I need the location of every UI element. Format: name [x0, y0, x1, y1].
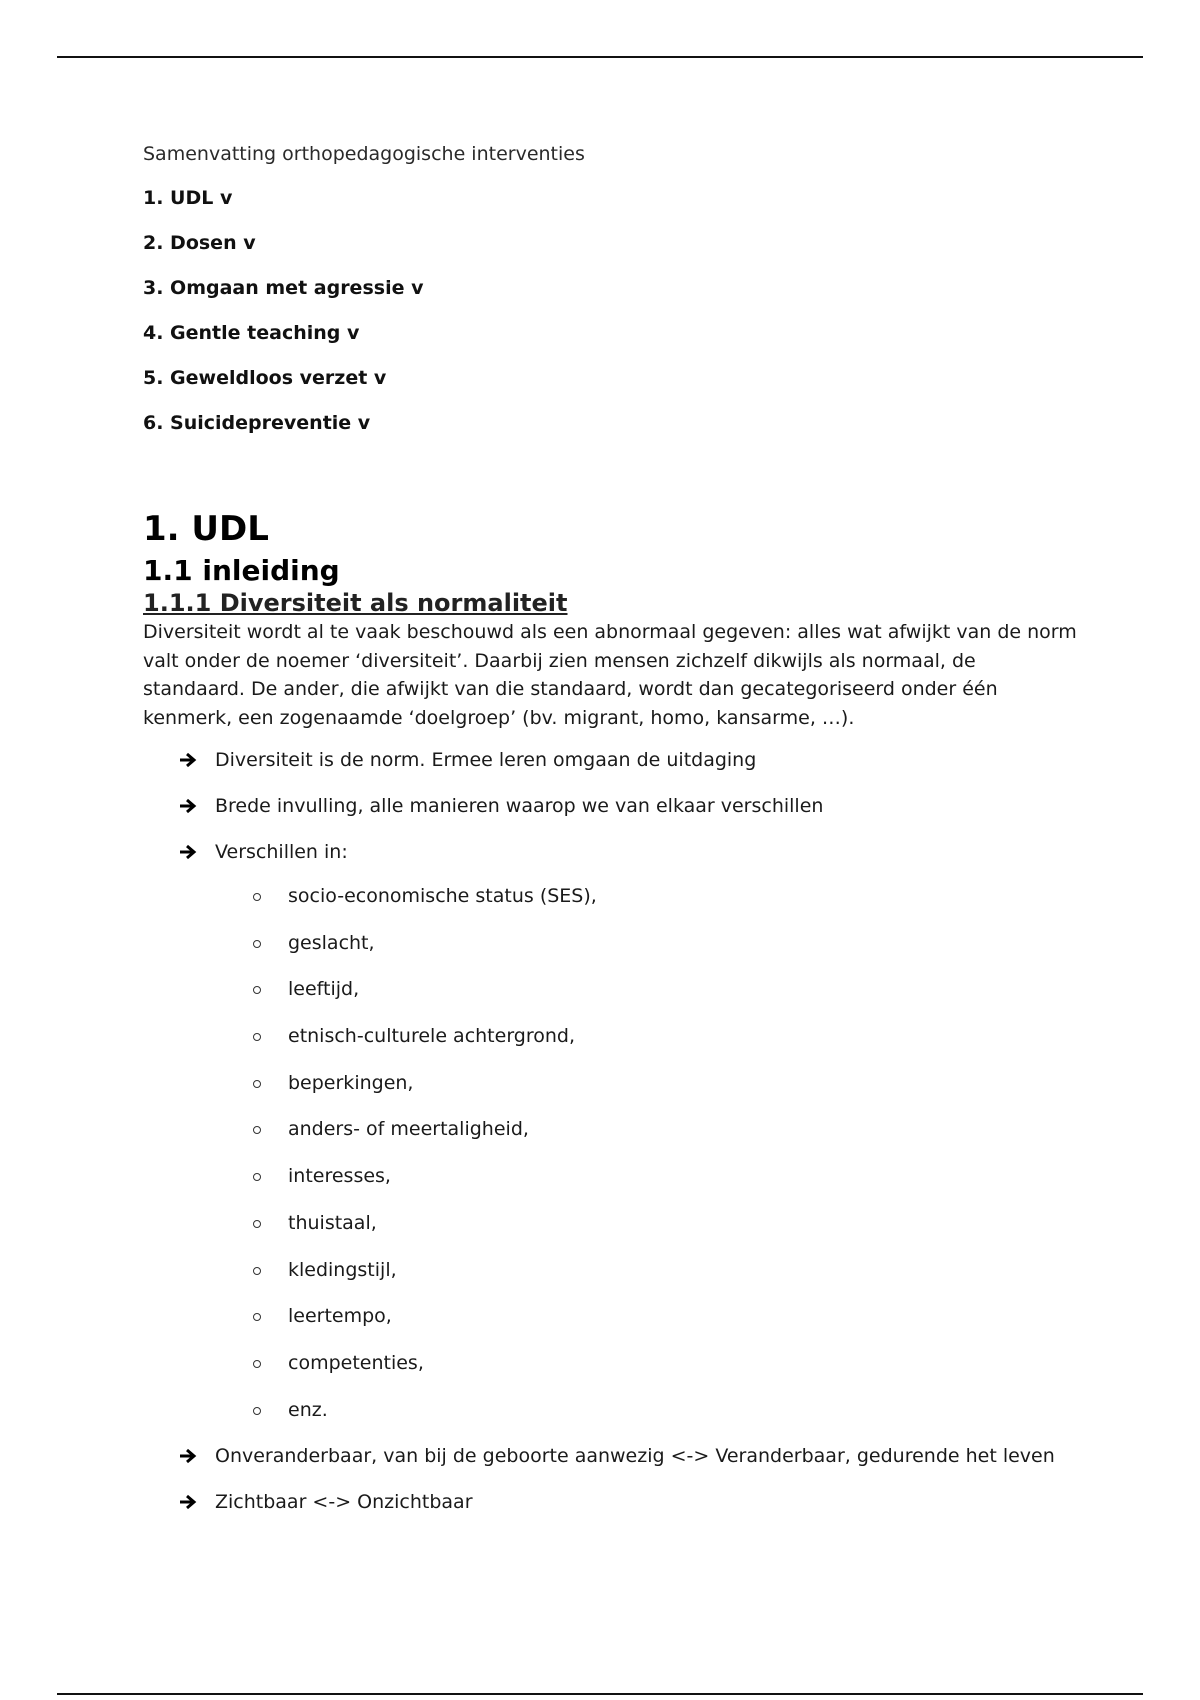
- hollow-circle-bullet-icon: [253, 1360, 261, 1368]
- arrow-list-item: [143, 1444, 1083, 1468]
- page-content: [143, 142, 1083, 1536]
- differences-list-item: interesses,: [143, 1164, 1083, 1188]
- hollow-circle-bullet-icon: [253, 1220, 261, 1228]
- hollow-circle-bullet-icon: [253, 1267, 261, 1275]
- differences-list-item: leertempo,: [143, 1304, 1083, 1328]
- right-arrow-icon: [179, 844, 199, 860]
- hollow-circle-bullet-icon: [253, 1033, 261, 1041]
- table-of-contents: [143, 186, 1083, 435]
- right-arrow-icon: [179, 752, 199, 768]
- differences-list-item: etnisch-culturele achtergrond,: [143, 1024, 1083, 1048]
- arrow-item-text: Zichtbaar <-> Onzichtbaar: [215, 1491, 473, 1514]
- arrow-item-text: Brede invulling, alle manieren waarop we van elkaar verschillen: [215, 795, 824, 817]
- differences-list-item: enz.: [143, 1398, 1083, 1422]
- differences-list-item: thuistaal,: [143, 1211, 1083, 1235]
- hollow-circle-bullet-icon: [253, 1313, 261, 1321]
- footer-rule: [57, 1693, 1143, 1695]
- toc-item: 5. Geweldloos verzet v: [143, 367, 387, 389]
- toc-item: 4. Gentle teaching v: [143, 322, 360, 344]
- hollow-circle-bullet-icon: [253, 1080, 261, 1088]
- toc-item: 2. Dosen v: [143, 232, 256, 254]
- hollow-circle-bullet-icon: [253, 940, 261, 948]
- toc-item: 6. Suicidepreventie v: [143, 412, 371, 434]
- differences-list-item: anders- of meertaligheid,: [143, 1117, 1083, 1141]
- heading-1: 1. UDL: [143, 509, 269, 549]
- toc-item: 3. Omgaan met agressie v: [143, 277, 424, 299]
- right-arrow-icon: [179, 1448, 199, 1464]
- differences-list-item: kledingstijl,: [143, 1258, 1083, 1282]
- differences-list-item: leeftijd,: [143, 977, 1083, 1001]
- hollow-circle-bullet-icon: [253, 986, 261, 994]
- arrow-item-text: Verschillen in:: [215, 841, 348, 863]
- differences-list-item: competenties,: [143, 1351, 1083, 1375]
- arrow-item-text: Onveranderbaar, van bij de geboorte aanwezig <-> Veranderbaar, gedurende het leven: [215, 1445, 1055, 1468]
- right-arrow-icon: [179, 1494, 199, 1510]
- hollow-circle-bullet-icon: [253, 1126, 261, 1134]
- hollow-circle-bullet-icon: [253, 1407, 261, 1415]
- arrow-list-item: [143, 840, 1083, 1422]
- hollow-circle-bullet-icon: [253, 893, 261, 901]
- header-rule: [57, 56, 1143, 58]
- heading-2: 1.1 inleiding: [143, 554, 340, 587]
- arrow-list: [143, 748, 1083, 1514]
- arrow-list-item: [143, 748, 1083, 772]
- arrow-item-text: Diversiteit is de norm. Ermee leren omgaan de uitdaging: [215, 749, 757, 771]
- right-arrow-icon: [179, 798, 199, 814]
- differences-list-item: socio-economische status (SES),: [143, 884, 1083, 908]
- differences-list: [143, 884, 1083, 1422]
- arrow-list-item: [143, 1490, 1083, 1514]
- toc-item: 1. UDL v: [143, 187, 233, 209]
- arrow-list-item: [143, 794, 1083, 818]
- heading-3: 1.1.1 Diversiteit als normaliteit: [143, 589, 568, 617]
- document-title: Samenvatting orthopedagogische interventies: [143, 143, 585, 165]
- hollow-circle-bullet-icon: [253, 1173, 261, 1181]
- differences-list-item: geslacht,: [143, 931, 1083, 955]
- differences-list-item: beperkingen,: [143, 1071, 1083, 1095]
- intro-paragraph: Diversiteit wordt al te vaak beschouwd als een abnormaal gegeven: alles wat afwijkt van de norm valt onder de noemer ‘diversiteit’. Daarbij zien mensen zichzelf dikwijls als normaal, de standaard. De ander, die afwijkt van die standaard, wordt dan gecategoriseerd onder één kenmerk, een zogenaamde ‘doelgroep’ (bv. migrant, homo, kansarme, …).: [143, 621, 1077, 729]
